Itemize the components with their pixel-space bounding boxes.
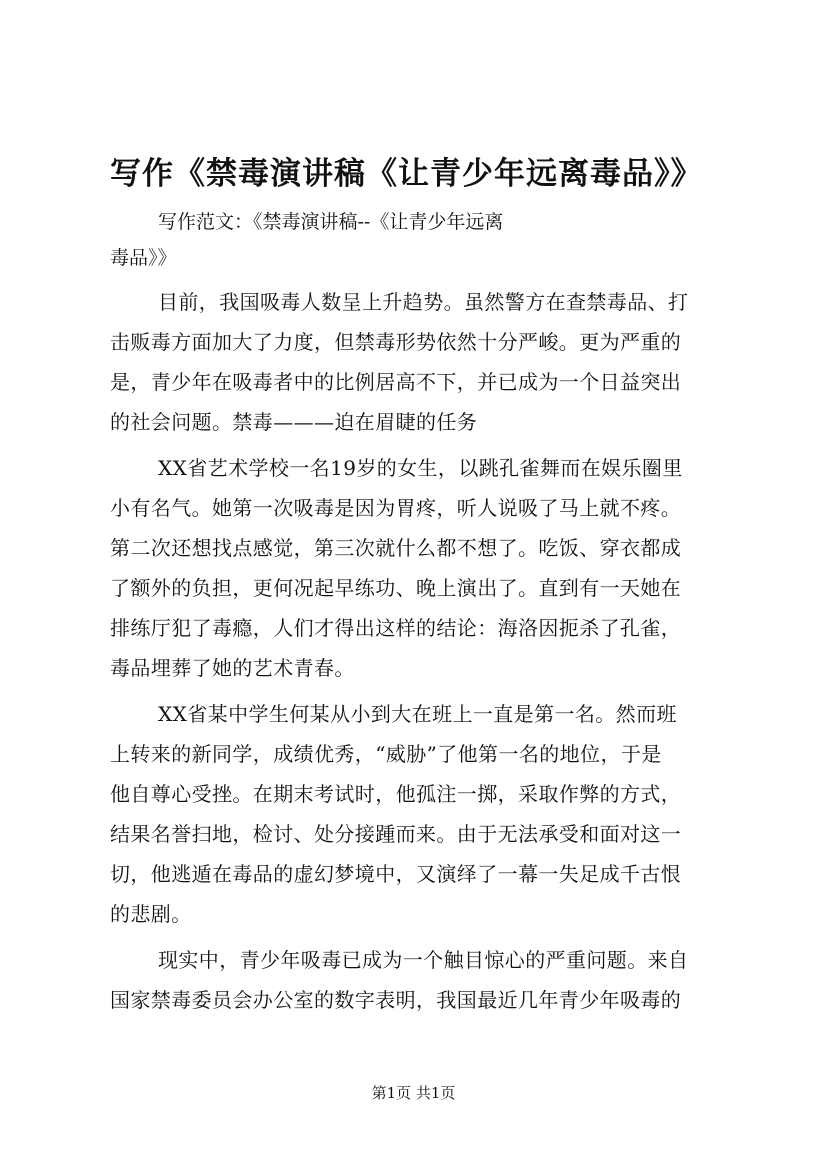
body-line: XX省某中学生何某从小到大在班上一直是第一名。然而班 [158,702,677,726]
body-line: 的社会问题。禁毒———迫在眉睫的任务 [110,410,478,434]
body-line: 是，青少年在吸毒者中的比例居高不下，并已成为一个日益突出 [110,370,682,394]
body-line: 目前，我国吸毒人数呈上升趋势。虽然警方在查禁毒品、打 [158,290,689,314]
body-line: 现实中，青少年吸毒已成为一个触目惊心的严重问题。来自 [158,948,689,972]
body-line: 第二次还想找点感觉，第三次就什么都不想了。吃饭、穿衣都成 [110,536,682,560]
body-line: 的悲剧。 [110,902,192,926]
body-line: XX省艺术学校一名19岁的女生，以跳孔雀舞而在娱乐圈里 [158,456,683,480]
body-line: 排练厅犯了毒瘾，人们才得出这样的结论：海洛因扼杀了孔雀， [110,616,682,640]
body-line: 国家禁毒委员会办公室的数字表明，我国最近几年青少年吸毒的 [110,988,682,1012]
body-line: 小有名气。她第一次吸毒是因为胃疼，听人说吸了马上就不疼。 [110,496,682,520]
subtitle-line-1: 写作范文：《禁毒演讲稿--《让青少年远离 [158,211,504,233]
page-footer: 第1页 共1页 [371,1084,456,1102]
body-line: 毒品埋葬了她的艺术青春。 [110,656,355,680]
document-title: 写作《禁毒演讲稿《让青少年远离毒品》》 [110,156,703,192]
body-line: 结果名誉扫地，检讨、处分接踵而来。由于无法承受和面对这一 [110,822,682,846]
body-line: 击贩毒方面加大了力度，但禁毒形势依然十分严峻。更为严重的 [110,330,682,354]
body-line: 上转来的新同学，成绩优秀，“威胁”了他第一名的地位，于是 [110,742,662,766]
subtitle-line-2: 毒品》》 [110,247,177,269]
body-line: 切，他逃遁在毒品的虚幻梦境中，又演绎了一幕一失足成千古恨 [110,862,682,886]
body-line: 了额外的负担，更何况起早练功、晚上演出了。直到有一天她在 [110,576,682,600]
body-line: 他自尊心受挫。在期末考试时，他孤注一掷，采取作弊的方式， [110,782,682,806]
